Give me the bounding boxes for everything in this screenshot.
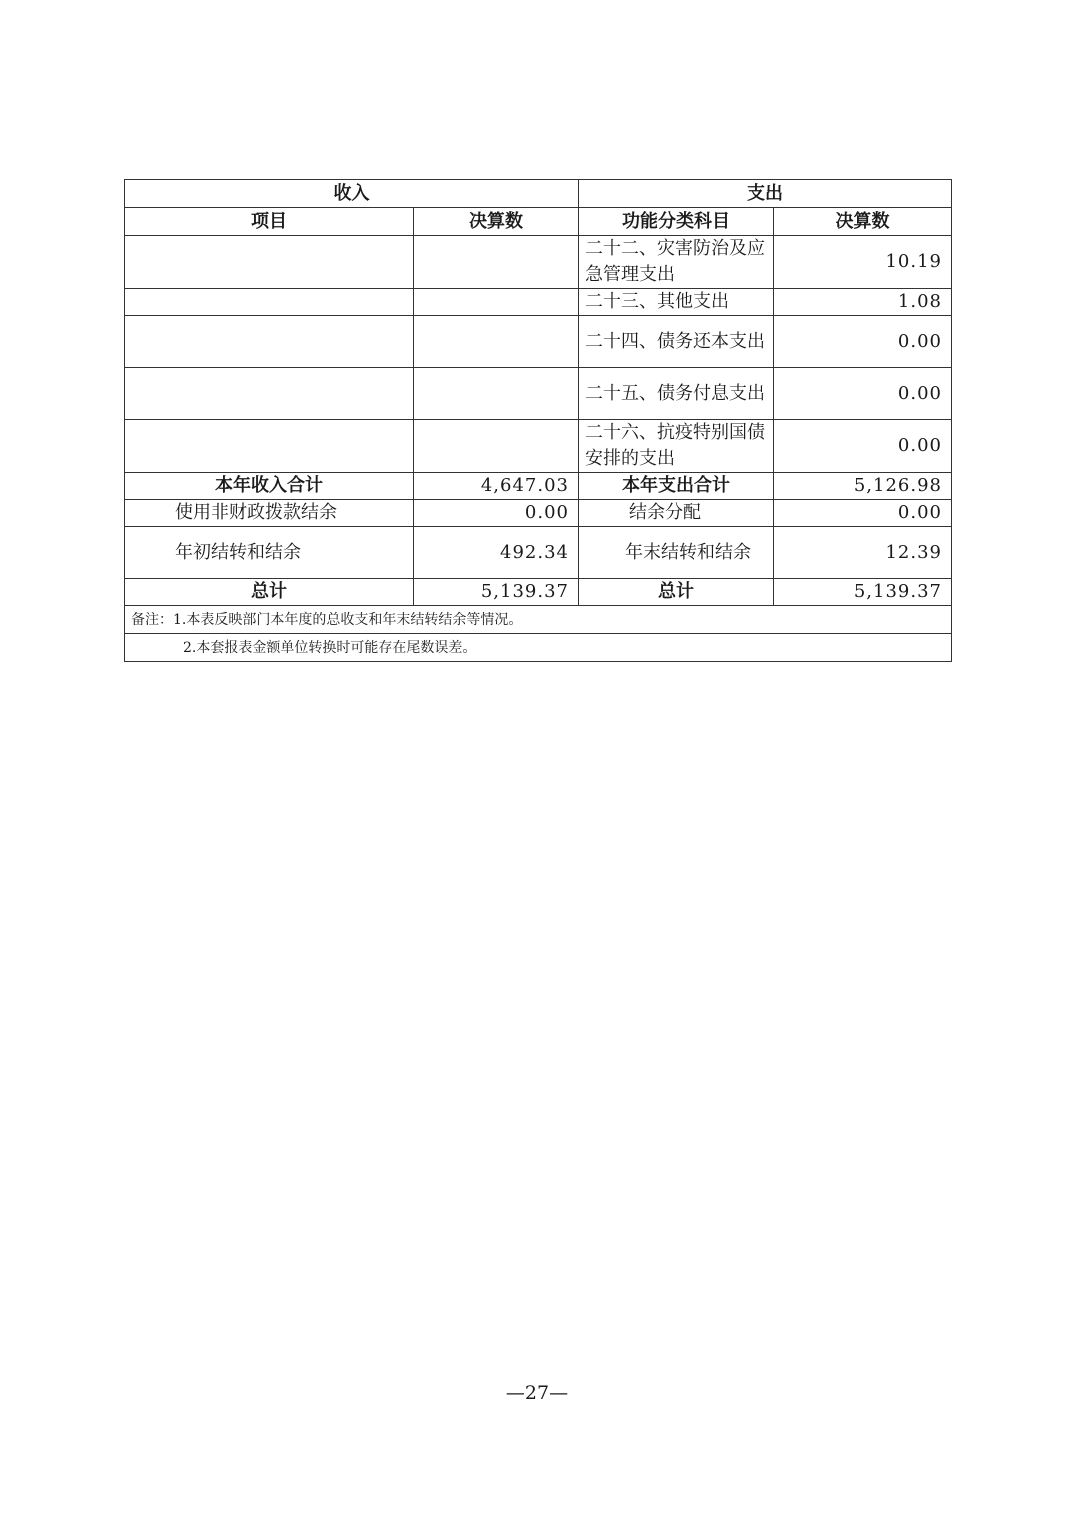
col-function-header: 功能分类科目: [579, 208, 774, 236]
expense-total-label: 本年支出合计: [579, 473, 774, 500]
carry-row: [125, 527, 952, 579]
surplus-distribution-value: 0.00: [774, 500, 952, 527]
income-amount-cell: [414, 236, 579, 289]
income-expense-table: [124, 179, 952, 662]
income-item-cell: [125, 420, 414, 473]
surplus-distribution-label: 结余分配: [579, 500, 774, 527]
expense-item-label: 二十三、其他支出: [579, 289, 774, 316]
income-amount-cell: [414, 420, 579, 473]
expense-item-label: 二十五、债务付息支出: [579, 368, 774, 420]
table-row: [125, 236, 952, 289]
closing-carryover-value: 12.39: [774, 527, 952, 579]
income-total-value: 4,647.03: [414, 473, 579, 500]
expense-header: 支出: [579, 180, 952, 208]
expense-item-label: 二十二、灾害防治及应急管理支出: [579, 236, 774, 289]
expense-item-amount: 1.08: [774, 289, 952, 316]
opening-carryover-label: 年初结转和结余: [125, 527, 414, 579]
non-fiscal-row: [125, 500, 952, 527]
expense-item-amount: 0.00: [774, 420, 952, 473]
opening-carryover-value: 492.34: [414, 527, 579, 579]
note-1: 备注：1.本表反映部门本年度的总收支和年末结转结余等情况。: [125, 606, 952, 634]
income-amount-cell: [414, 368, 579, 420]
grand-total-expense-label: 总计: [579, 579, 774, 606]
income-item-cell: [125, 316, 414, 368]
expense-item-amount: 10.19: [774, 236, 952, 289]
col-income-amount-header: 决算数: [414, 208, 579, 236]
totals-row: [125, 473, 952, 500]
income-amount-cell: [414, 289, 579, 316]
expense-item-amount: 0.00: [774, 316, 952, 368]
table-row: [125, 420, 952, 473]
non-fiscal-label: 使用非财政拨款结余: [125, 500, 414, 527]
col-item-header: 项目: [125, 208, 414, 236]
expense-item-label: 二十四、债务还本支出: [579, 316, 774, 368]
income-total-label: 本年收入合计: [125, 473, 414, 500]
table-row: [125, 316, 952, 368]
non-fiscal-value: 0.00: [414, 500, 579, 527]
grand-total-expense-value: 5,139.37: [774, 579, 952, 606]
table-row: [125, 368, 952, 420]
income-item-cell: [125, 236, 414, 289]
expense-item-amount: 0.00: [774, 368, 952, 420]
income-item-cell: [125, 368, 414, 420]
expense-total-value: 5,126.98: [774, 473, 952, 500]
grand-total-income-label: 总计: [125, 579, 414, 606]
grand-total-income-value: 5,139.37: [414, 579, 579, 606]
page-number: —27—: [505, 1382, 569, 1404]
grand-total-row: [125, 579, 952, 606]
closing-carryover-label: 年末结转和结余: [579, 527, 774, 579]
col-expense-amount-header: 决算数: [774, 208, 952, 236]
income-amount-cell: [414, 316, 579, 368]
note-2: 2.本套报表金额单位转换时可能存在尾数误差。: [125, 634, 952, 662]
table-row: [125, 289, 952, 316]
expense-item-label: 二十六、抗疫特别国债安排的支出: [579, 420, 774, 473]
income-item-cell: [125, 289, 414, 316]
income-header: 收入: [125, 180, 579, 208]
